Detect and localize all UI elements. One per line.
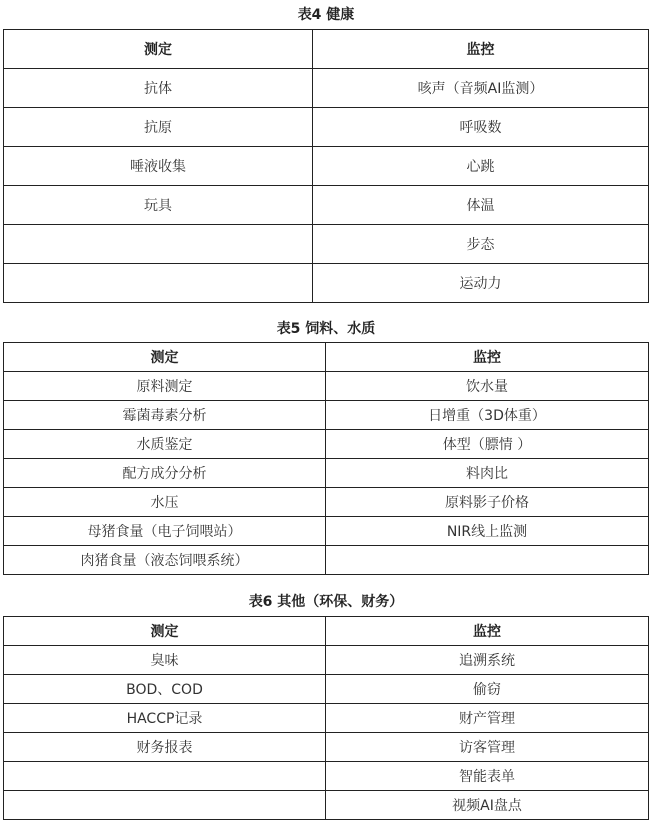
table-cell: 访客管理 [326,733,649,762]
table-cell: 水压 [4,488,326,517]
table-header-row [4,343,649,372]
column-header-monitor: 监控 [326,617,649,646]
table-cell [4,264,313,303]
table-cell: 抗体 [4,69,313,108]
table-row [4,147,649,186]
table-cell: 视频AI盘点 [326,791,649,820]
table-row [4,675,649,704]
table-row [4,704,649,733]
other-table [3,616,649,820]
table-row [4,186,649,225]
feed-water-table-block [3,321,649,575]
table-cell: 玩具 [4,186,313,225]
table-row [4,488,649,517]
table-cell: 霉菌毒素分析 [4,401,326,430]
table-row [4,108,649,147]
column-header-monitor: 监控 [326,343,649,372]
table-cell: 水质鉴定 [4,430,326,459]
table-cell: 财产管理 [326,704,649,733]
table-cell: BOD、COD [4,675,326,704]
table-cell: 原料测定 [4,372,326,401]
table-row [4,459,649,488]
table-cell: HACCP记录 [4,704,326,733]
table-cell [4,762,326,791]
column-header-monitor: 监控 [313,30,649,69]
table-row [4,517,649,546]
table-cell: 配方成分分析 [4,459,326,488]
table-cell: 抗原 [4,108,313,147]
column-header-measure: 测定 [4,343,326,372]
table-row [4,791,649,820]
table-row [4,762,649,791]
table-cell: 呼吸数 [313,108,649,147]
table-row [4,401,649,430]
table-caption: 表6 其他（环保、财务） [248,594,404,610]
table-row [4,264,649,303]
table-row [4,733,649,762]
table-row [4,69,649,108]
table-cell: 饮水量 [326,372,649,401]
table-cell: 母猪食量（电子饲喂站） [4,517,326,546]
table-cell [4,225,313,264]
table-row [4,372,649,401]
table-cell [326,546,649,575]
table-cell: 智能表单 [326,762,649,791]
table-cell: 运动力 [313,264,649,303]
table-cell: 步态 [313,225,649,264]
table-cell [4,791,326,820]
table-cell: 臭味 [4,646,326,675]
table-cell: 偷窃 [326,675,649,704]
table-header-row [4,617,649,646]
table-cell: 体温 [313,186,649,225]
table-cell: 日增重（3D体重） [326,401,649,430]
table-cell: 唾液收集 [4,147,313,186]
table-cell: 料肉比 [326,459,649,488]
column-header-measure: 测定 [4,617,326,646]
health-table [3,29,649,303]
table-cell: 原料影子价格 [326,488,649,517]
table-row [4,430,649,459]
table-cell: 心跳 [313,147,649,186]
table-row [4,646,649,675]
table-row [4,546,649,575]
table-cell: 体型（膘情 ） [326,430,649,459]
table-cell: NIR线上监测 [326,517,649,546]
table-caption: 表4 健康 [297,7,355,23]
table-header-row [4,30,649,69]
table-cell: 咳声（音频AI监测） [313,69,649,108]
other-table-block [3,594,649,820]
table-cell: 追溯系统 [326,646,649,675]
table-caption: 表5 饲料、水质 [276,321,376,337]
column-header-measure: 测定 [4,30,313,69]
table-cell: 肉猪食量（液态饲喂系统） [4,546,326,575]
feed-water-table [3,342,649,575]
table-cell: 财务报表 [4,733,326,762]
table-row [4,225,649,264]
health-table-block [3,7,649,303]
